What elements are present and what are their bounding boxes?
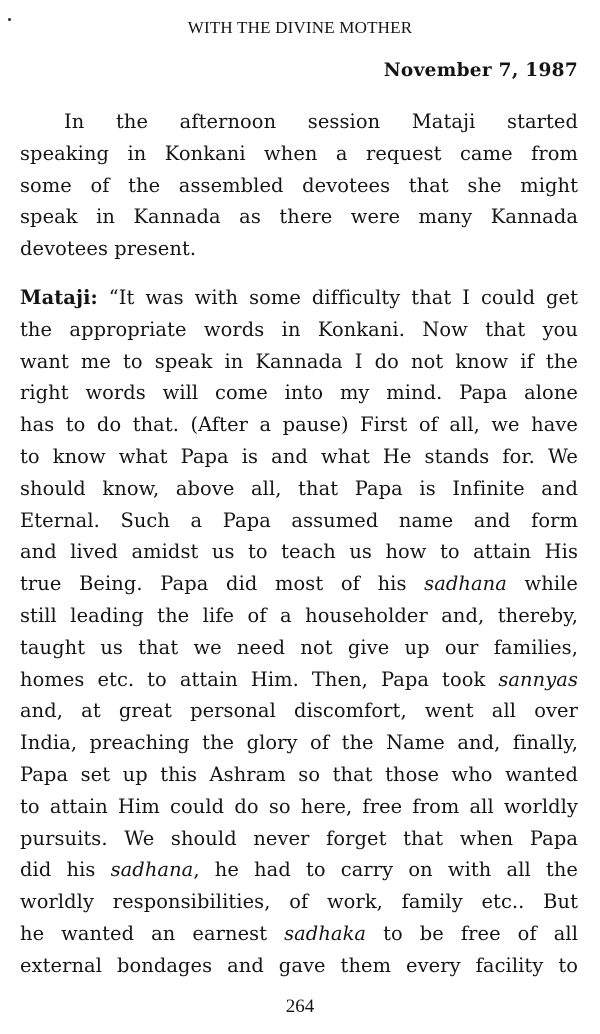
text-segment: “It was with some difficulty that I could get: [97, 286, 578, 309]
text-line: devotees present.: [20, 237, 197, 261]
text-line: Eternal. Such a Papa assumed name and form: [20, 508, 578, 532]
text-line: to know what Papa is and what He stands for. We: [20, 444, 578, 468]
italic-term: sadhana: [110, 858, 194, 882]
text-line: worldly responsibilities, of work, family etc.. But: [20, 890, 578, 914]
paragraph-mataji-speech: [20, 282, 578, 982]
page-number: 264: [285, 996, 315, 1017]
speaker-label: Mataji:: [20, 286, 98, 309]
text-segment: homes etc. to attain Him. Then, Papa took: [20, 667, 499, 691]
text-segment: while: [506, 572, 578, 596]
text-line: external bondages and gave them every facility to: [20, 953, 578, 977]
text-line: [20, 664, 578, 696]
text-line: speak in Kannada as there were many Kannada: [20, 205, 578, 229]
text-line: India, preaching the glory of the Name and, finally,: [20, 731, 578, 755]
text-line: has to do that. (After a pause) First of all, we have: [20, 413, 578, 437]
text-line: and, at great personal discomfort, went all over: [20, 699, 578, 723]
text-line: still leading the life of a householder and, thereby,: [20, 603, 578, 627]
text-line: right words will come into my mind. Papa alone: [20, 381, 578, 405]
text-line: [20, 854, 578, 886]
text-line: should know, above all, that Papa is Infinite and: [20, 476, 578, 500]
running-head: WITH THE DIVINE MOTHER: [187, 18, 413, 37]
text-line: pursuits. We should never forget that when Papa: [20, 826, 578, 850]
text-segment: to be free of all: [366, 921, 578, 945]
italic-term: sadhaka: [284, 921, 367, 945]
text-line: want me to speak in Kannada I do not know if the: [20, 349, 578, 373]
text-line: and lived amidst us to teach us how to attain His: [20, 540, 578, 564]
text-segment: did his: [20, 858, 111, 882]
text-line: [20, 282, 578, 314]
text-line: [20, 568, 578, 600]
italic-term: sannyas: [498, 667, 578, 691]
text-line: Papa set up this Ashram so that those who wanted: [20, 762, 578, 786]
text-line: some of the assembled devotees that she might: [20, 173, 578, 197]
text-segment: , he had to carry on with all the: [193, 858, 579, 882]
text-line: speaking in Konkani when a request came from: [20, 141, 578, 165]
text-line: the appropriate words in Konkani. Now that you: [20, 317, 578, 341]
text-segment: true Being. Papa did most of his: [20, 572, 425, 596]
italic-term: sadhana: [424, 572, 507, 596]
text-line: [20, 918, 578, 950]
text-line: taught us that we need not give up our families,: [20, 635, 578, 659]
text-segment: he wanted an earnest: [20, 921, 285, 945]
entry-date: November 7, 1987: [383, 60, 578, 81]
text-line: to attain Him could do so here, free from all worldly: [20, 794, 578, 818]
paragraph-intro: [20, 106, 578, 265]
text-line: In the afternoon session Mataji started: [64, 110, 578, 133]
